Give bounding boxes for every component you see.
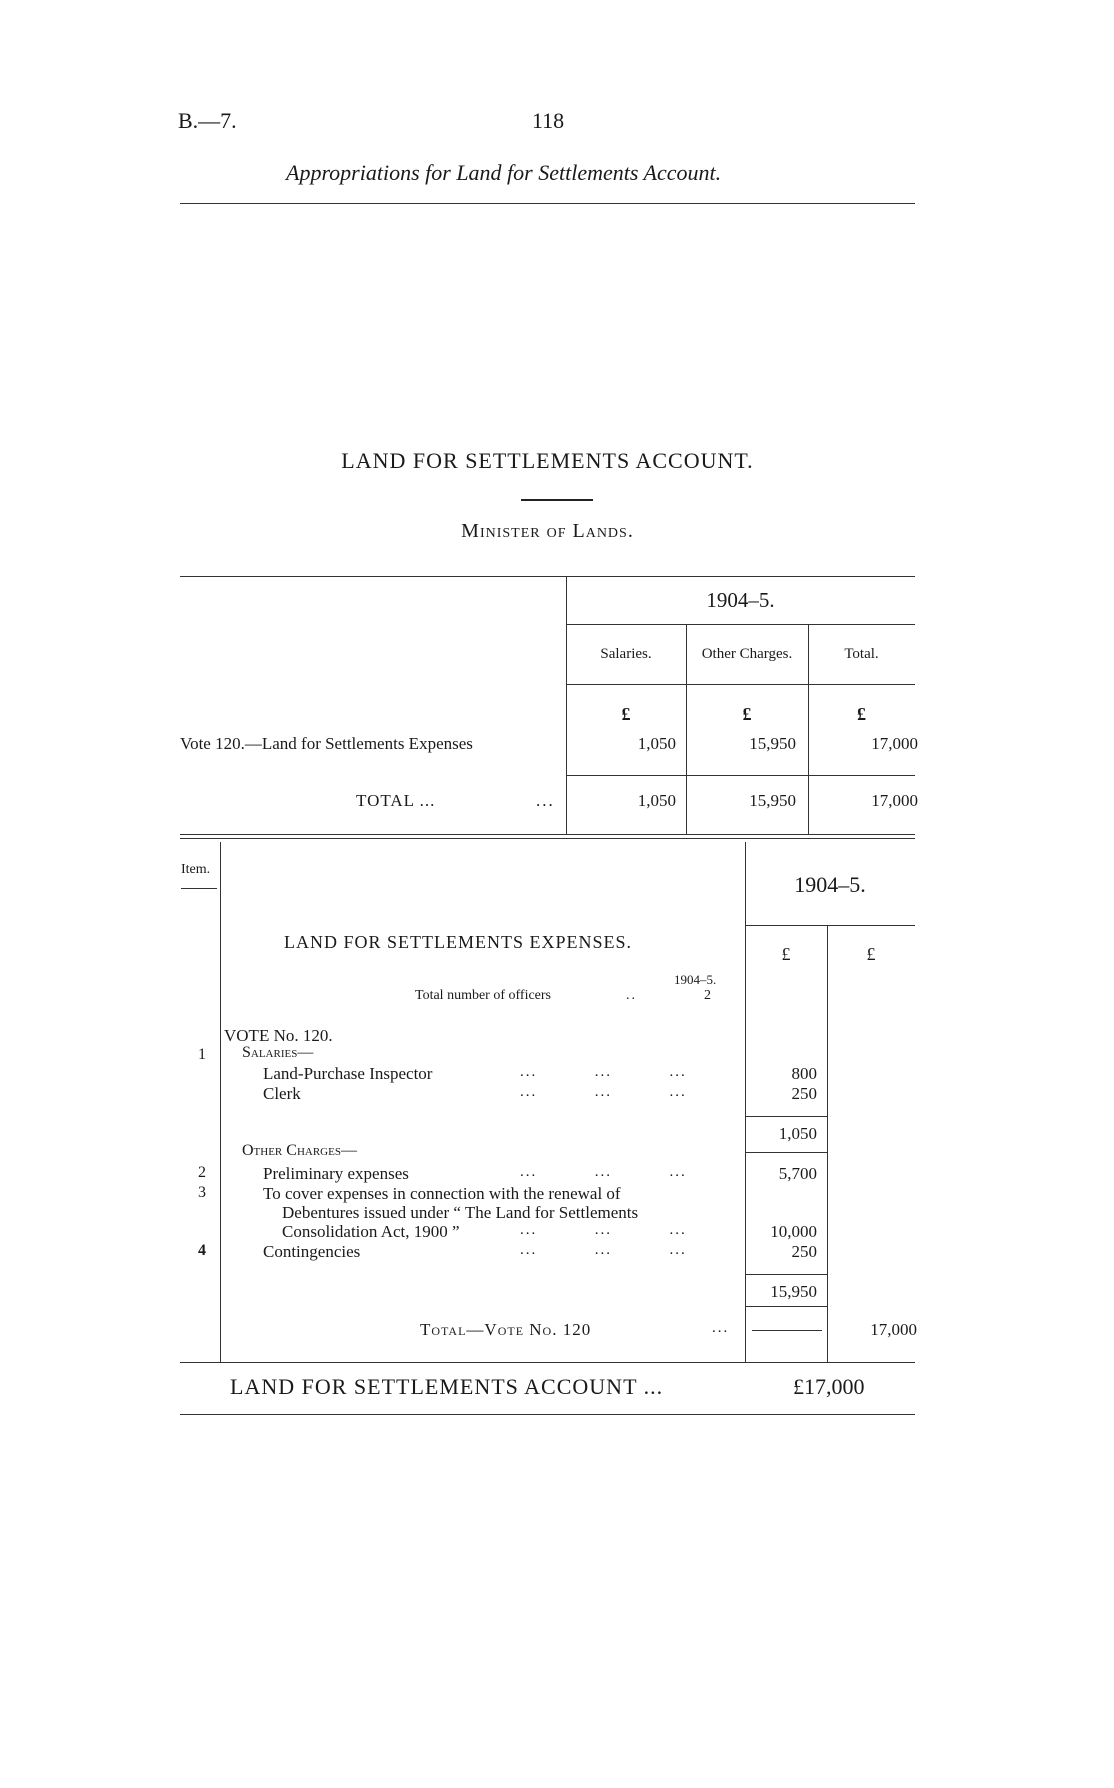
other-amount-3: 250 bbox=[791, 1242, 817, 1261]
vote-total-amount: 17,000 bbox=[870, 1320, 917, 1339]
salary-amount-2: 250 bbox=[791, 1084, 817, 1103]
summary-total-dots: ... bbox=[536, 791, 555, 810]
summary-year: 1904–5. bbox=[706, 588, 775, 612]
doc-code: B.—7. bbox=[178, 108, 237, 133]
officers-label: Total number of officers bbox=[415, 988, 551, 1003]
summary-currency-2: £ bbox=[742, 704, 752, 724]
summary-total-label: TOTAL ... bbox=[356, 791, 436, 810]
salaries-heading: Salaries— bbox=[242, 1044, 314, 1061]
summary-year-rule bbox=[566, 624, 915, 625]
summary-bottom-rule bbox=[180, 834, 915, 835]
salaries-subtotal: 1,050 bbox=[778, 1124, 817, 1143]
salaries-subtotal-rule bbox=[745, 1116, 827, 1117]
other-label-2a: To cover expenses in connection with the renewal of bbox=[263, 1184, 621, 1203]
other-amount-2: 10,000 bbox=[770, 1222, 817, 1241]
other-subtotal: 15,950 bbox=[770, 1282, 817, 1301]
summary-total-rule bbox=[566, 775, 915, 776]
summary-currency-3: £ bbox=[857, 704, 866, 724]
other-subtotal-rule bbox=[745, 1274, 827, 1275]
item-header-rule bbox=[181, 888, 217, 889]
summary-row-other: 15,950 bbox=[749, 734, 796, 753]
other-label-1: Preliminary expenses bbox=[263, 1164, 409, 1183]
grand-total-rule bbox=[180, 1414, 915, 1415]
other-no-1: 2 bbox=[198, 1164, 206, 1181]
salary-dots-2: ... ... ... bbox=[520, 1084, 687, 1100]
vote-total-dots: ... bbox=[712, 1320, 730, 1336]
other-dots-2: ... ... ... bbox=[520, 1222, 687, 1238]
salaries-subtotal-rule-2 bbox=[745, 1152, 827, 1153]
detail-total-divider bbox=[827, 925, 828, 1362]
summary-total-other: 15,950 bbox=[749, 791, 796, 810]
detail-item-header: Item. bbox=[181, 862, 211, 877]
page-number: 118 bbox=[532, 108, 565, 133]
page-title: LAND FOR SETTLEMENTS ACCOUNT. bbox=[341, 448, 754, 473]
minister-heading: Minister of Lands. bbox=[461, 520, 634, 542]
vote-total-blank-rule bbox=[752, 1330, 822, 1331]
other-dots-1: ... ... ... bbox=[520, 1164, 687, 1180]
summary-col-salaries: Salaries. bbox=[600, 646, 652, 662]
grand-total-amount: £17,000 bbox=[793, 1374, 865, 1399]
other-dots-3: ... ... ... bbox=[520, 1242, 687, 1258]
detail-year: 1904–5. bbox=[794, 872, 866, 897]
summary-row-salaries: 1,050 bbox=[637, 734, 676, 753]
summary-total-salaries: 1,050 bbox=[637, 791, 676, 810]
other-no-2: 3 bbox=[198, 1184, 206, 1201]
summary-col-other: Other Charges. bbox=[701, 646, 793, 662]
other-label-3: Contingencies bbox=[263, 1242, 361, 1261]
summary-head-rule bbox=[566, 684, 915, 685]
summary-col-total: Total. bbox=[844, 646, 879, 662]
grand-total-label: LAND FOR SETTLEMENTS ACCOUNT ... bbox=[230, 1374, 664, 1399]
salary-label-1: Land-Purchase Inspector bbox=[263, 1064, 433, 1083]
running-title: Appropriations for Land for Settlements Account. bbox=[286, 160, 722, 185]
officers-dots: .. bbox=[626, 988, 637, 1003]
salary-dots-1: ... ... ... bbox=[520, 1064, 687, 1080]
header-rule bbox=[180, 203, 915, 204]
summary-bottom-rule-2 bbox=[180, 838, 915, 839]
detail-currency-1: £ bbox=[781, 944, 791, 964]
other-heading: Other Charges— bbox=[242, 1142, 357, 1159]
summary-row-label: Vote 120.—Land for Settlements Expenses bbox=[180, 734, 473, 753]
title-rule bbox=[521, 499, 593, 501]
detail-year-rule bbox=[745, 925, 915, 926]
summary-row-total: 17,000 bbox=[871, 734, 918, 753]
other-subtotal-rule-2 bbox=[745, 1306, 827, 1307]
other-label-2b: Debentures issued under “ The Land for Settlements bbox=[282, 1203, 639, 1222]
other-no-3: 4 bbox=[198, 1242, 206, 1259]
salary-label-2: Clerk bbox=[263, 1084, 301, 1103]
detail-item-divider bbox=[220, 842, 221, 1362]
detail-currency-2: £ bbox=[866, 944, 876, 964]
vote-label: VOTE No. 120. bbox=[224, 1026, 333, 1045]
other-label-2c: Consolidation Act, 1900 ” bbox=[282, 1222, 460, 1241]
salaries-item-no: 1 bbox=[198, 1046, 206, 1063]
officers-count: 2 bbox=[704, 988, 711, 1003]
other-amount-1: 5,700 bbox=[778, 1164, 817, 1183]
officers-year: 1904–5. bbox=[674, 972, 717, 987]
summary-total-total: 17,000 bbox=[871, 791, 918, 810]
summary-currency-1: £ bbox=[621, 704, 631, 724]
salary-amount-1: 800 bbox=[791, 1064, 817, 1083]
detail-section-title: LAND FOR SETTLEMENTS EXPENSES. bbox=[284, 932, 633, 952]
summary-top-rule bbox=[180, 576, 915, 577]
vote-total-label: Total—Vote No. 120 bbox=[420, 1320, 592, 1339]
detail-bottom-rule bbox=[180, 1362, 915, 1363]
